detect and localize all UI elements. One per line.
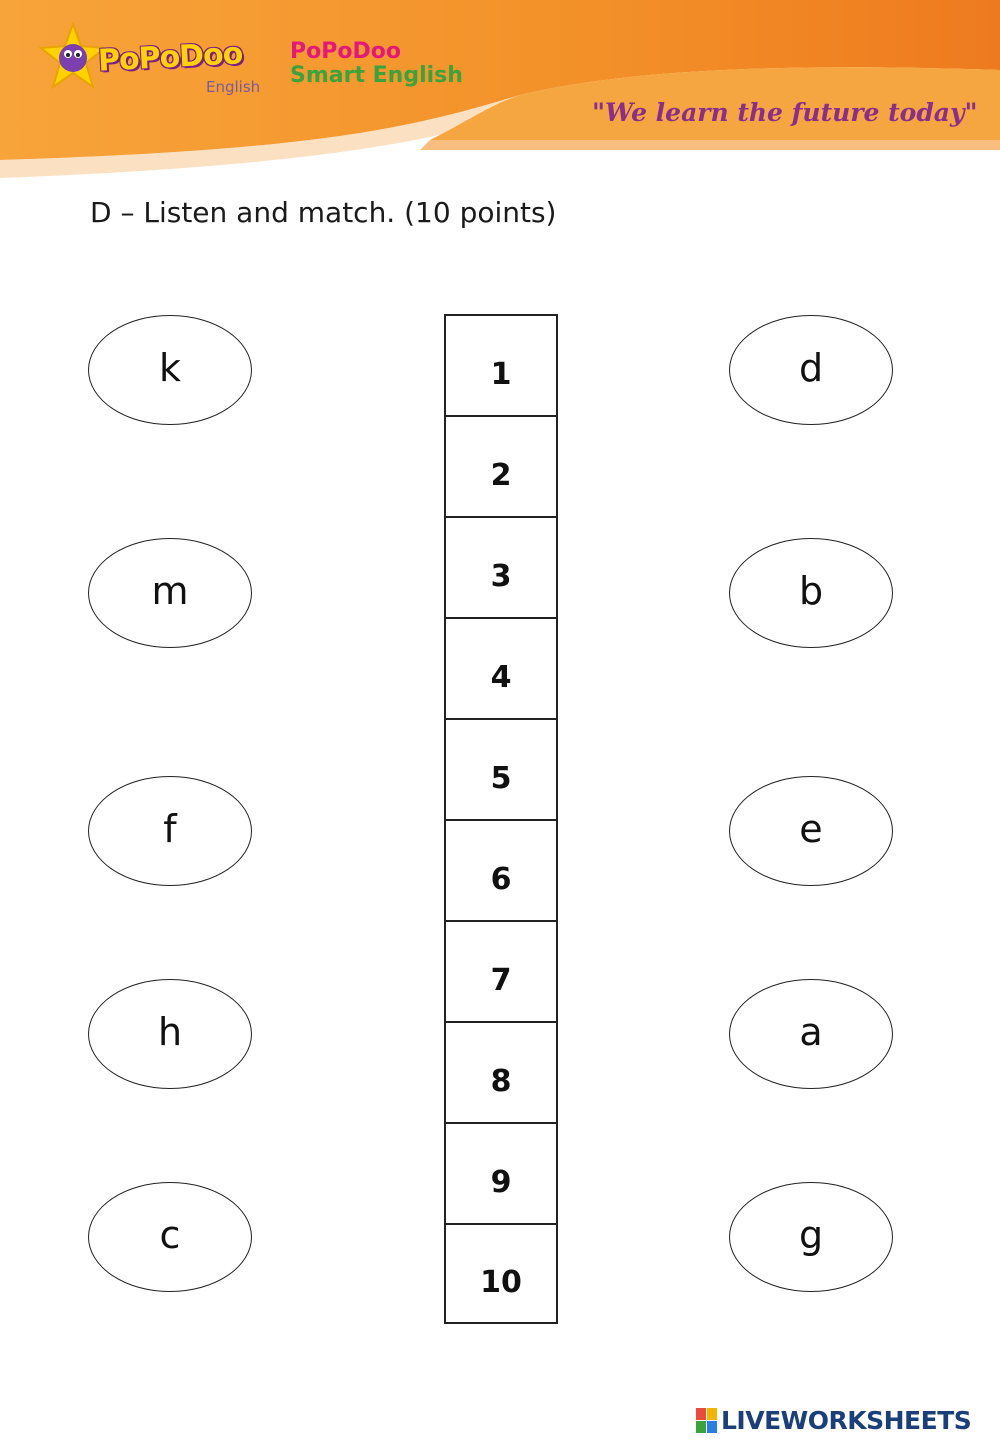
left-letter-oval[interactable]	[88, 315, 252, 425]
number-cell[interactable]: 9	[446, 1124, 556, 1225]
number-cell[interactable]: 7	[446, 922, 556, 1023]
liveworksheets-brand[interactable]	[696, 1406, 971, 1435]
number-column	[444, 314, 558, 1324]
letter: c	[159, 1213, 181, 1257]
number-cell[interactable]: 4	[446, 619, 556, 720]
letter: m	[151, 569, 189, 613]
number-cell[interactable]: 5	[446, 720, 556, 821]
number-cell[interactable]: 6	[446, 821, 556, 922]
letter: h	[157, 1010, 183, 1054]
left-letter-oval[interactable]	[88, 538, 252, 648]
right-letter-oval[interactable]	[729, 1182, 893, 1292]
letter: f	[163, 807, 177, 851]
right-letter-oval[interactable]	[729, 315, 893, 425]
liveworksheets-wordmark: LIVEWORKSHEETS	[721, 1406, 972, 1435]
letter: g	[798, 1213, 824, 1257]
smart-english-logo	[290, 40, 463, 88]
left-letter-oval[interactable]	[88, 979, 252, 1089]
letter: b	[798, 569, 824, 613]
logo-subtitle: English	[206, 78, 261, 96]
letter: e	[799, 807, 823, 851]
number-cell[interactable]: 1	[446, 316, 556, 417]
popodoo-logo	[38, 22, 268, 102]
number-cell[interactable]: 8	[446, 1023, 556, 1124]
right-letter-oval[interactable]	[729, 979, 893, 1089]
header-banner	[0, 0, 1000, 190]
smart-english-logo-line2: Smart English	[290, 63, 463, 88]
letter: k	[158, 346, 181, 390]
number-cell[interactable]: 10	[480, 1265, 522, 1300]
letter: d	[798, 346, 824, 390]
liveworksheets-logo-icon	[696, 1408, 718, 1434]
exercise-instruction: D – Listen and match. (10 points)	[90, 196, 557, 229]
number-cell[interactable]: 2	[446, 417, 556, 518]
logo-wordmark: PoPoDoo	[97, 36, 244, 79]
right-letter-oval[interactable]	[729, 538, 893, 648]
right-letter-oval[interactable]	[729, 776, 893, 886]
left-letter-oval[interactable]	[88, 776, 252, 886]
left-letter-oval[interactable]	[88, 1182, 252, 1292]
letter: a	[799, 1010, 823, 1054]
number-cell[interactable]: 3	[446, 518, 556, 619]
tagline: "We learn the future today"	[592, 98, 978, 127]
smart-english-logo-line1: PoPoDoo	[290, 39, 401, 64]
